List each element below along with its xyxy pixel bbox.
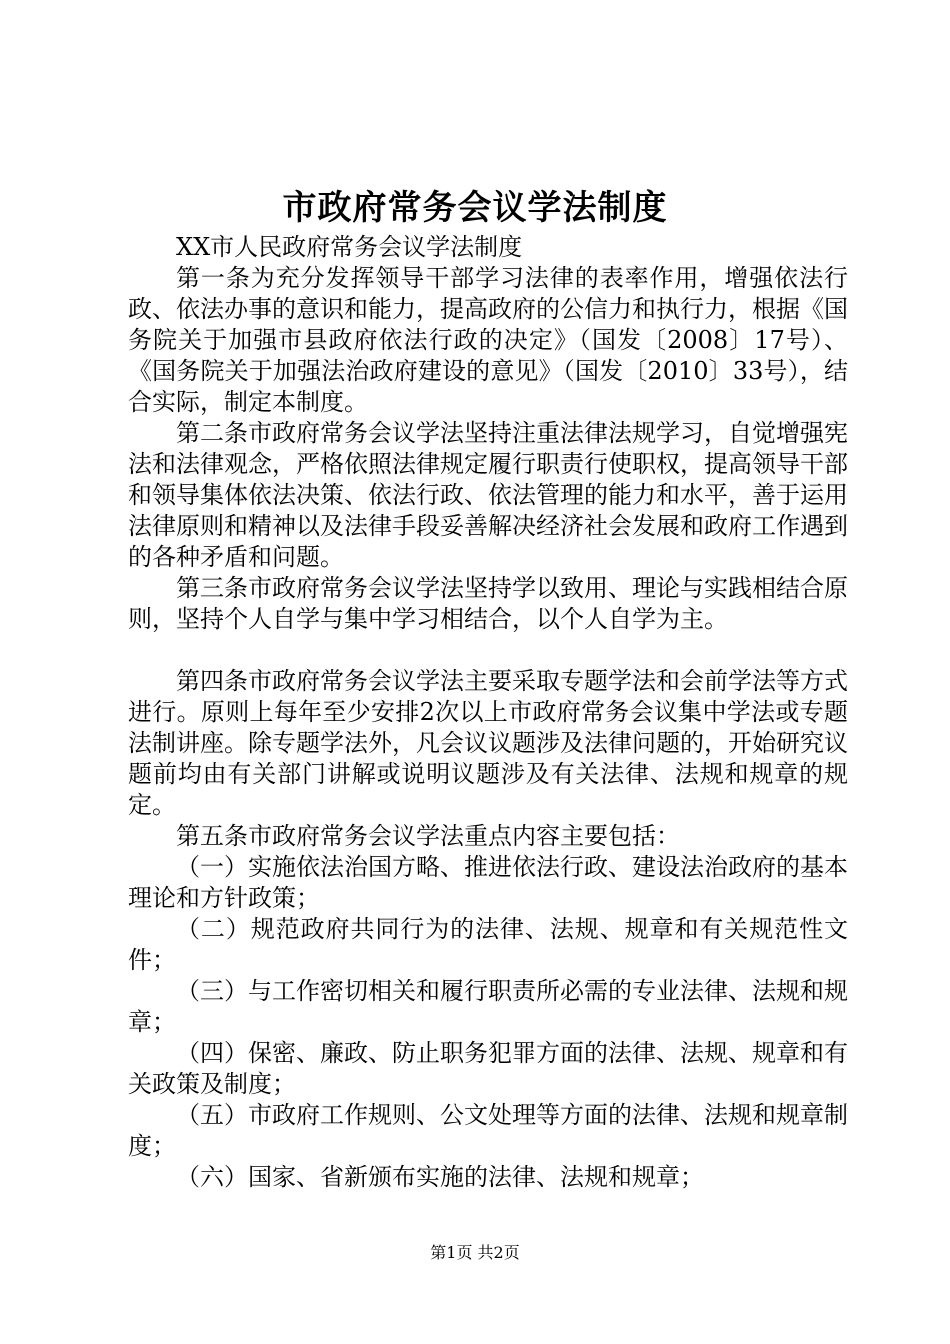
paragraph-article-2: 第二条市政府常务会议学法坚持注重法律法规学习，自觉增强宪法和法律观念，严格依照法律规定履行职责行使职权，提高领导干部和领导集体依法决策、依法行政、依法管理的能力和水平，善于运用法律原则和精神以及法律手段妥善解决经济社会发展和政府工作遇到的各种矛盾和问题。 [128, 419, 848, 571]
paragraph-article-1: 第一条为充分发挥领导干部学习法律的表率作用，增强依法行政、依法办事的意识和能力，提高政府的公信力和执行力，根据《国务院关于加强市县政府依法行政的决定》（国发〔2008〕17号）、《国务院关于加强法治政府建设的意见》（国发〔2010〕33号），结合实际，制定本制度。 [128, 264, 848, 416]
list-item-3: （三）与工作密切相关和履行职责所必需的专业法律、法规和规章； [128, 977, 848, 1036]
page-number-footer: 第1页 共2页 [430, 1243, 520, 1262]
document-title: 市政府常务会议学法制度 [282, 188, 668, 228]
paragraph-article-4: 第四条市政府常务会议学法主要采取专题学法和会前学法等方式进行。原则上每年至少安排2次以上市政府常务会议集中学法或专题法制讲座。除专题学法外，凡会议议题涉及法律问题的，开始研究议题前均由有关部门讲解或说明议题涉及有关法律、法规和规章的规定。 [128, 667, 848, 819]
paragraph-article-5: 第五条市政府常务会议学法重点内容主要包括： [176, 822, 680, 850]
list-item-4: （四）保密、廉政、防止职务犯罪方面的法律、法规、规章和有关政策及制度； [128, 1039, 848, 1098]
paragraph-article-3: 第三条市政府常务会议学法坚持学以致用、理论与实践相结合原则，坚持个人自学与集中学习相结合，以个人自学为主。 [128, 574, 848, 633]
list-item-5: （五）市政府工作规则、公文处理等方面的法律、法规和规章制度； [128, 1101, 848, 1160]
list-item-2: （二）规范政府共同行为的法律、法规、规章和有关规范性文件； [128, 915, 848, 974]
paragraph-subtitle: XX市人民政府常务会议学法制度 [176, 233, 523, 261]
list-item-1: （一）实施依法治国方略、推进依法行政、建设法治政府的基本理论和方针政策； [128, 853, 848, 912]
list-item-6: （六）国家、省新颁布实施的法律、法规和规章； [176, 1163, 704, 1191]
document-body [128, 232, 848, 1193]
